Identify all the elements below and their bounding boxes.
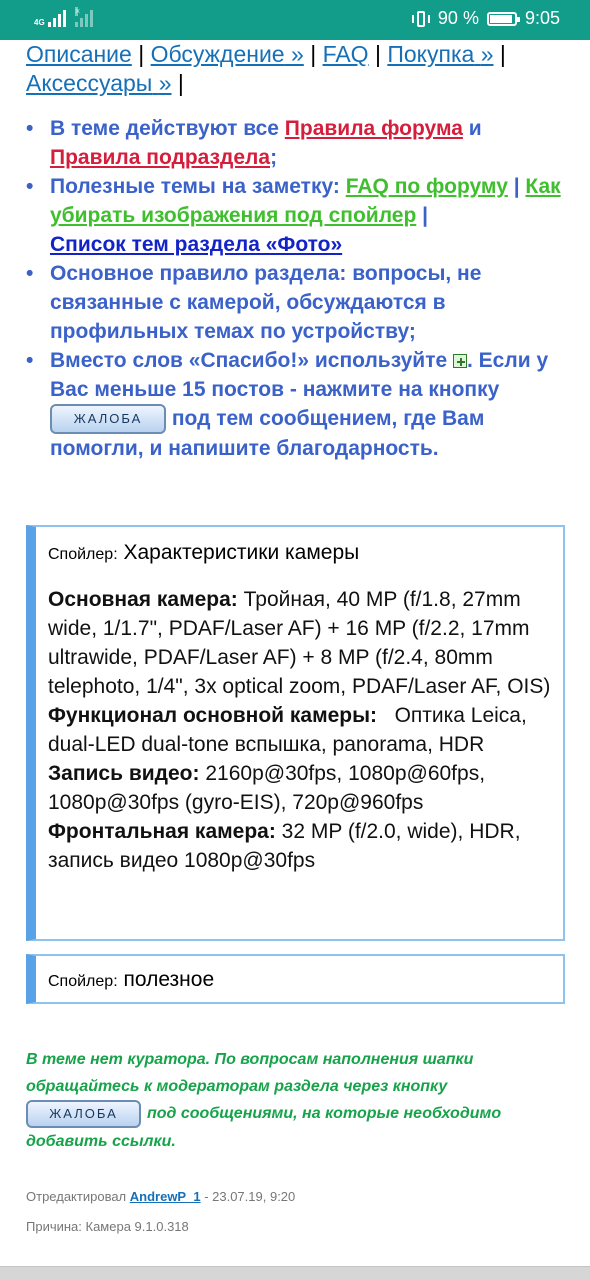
spec-camera-features: Функционал основной камеры: Оптика Leica, dual-LED dual-tone вспышка, panorama, HDR — [48, 704, 533, 756]
clock: 9:05 — [524, 8, 560, 28]
status-bar — [0, 0, 590, 40]
rules-list — [26, 114, 576, 463]
nav-link-discussion[interactable]: Обсуждение » — [150, 41, 304, 67]
edited-by: Отредактировал AndrewP_1 - 23.07.19, 9:20 — [26, 1189, 296, 1204]
plus-reputation-icon — [453, 354, 467, 368]
second-sim-signal-icon: × — [75, 9, 93, 27]
nav-separator: | — [499, 41, 506, 67]
nav-separator: | — [138, 41, 145, 67]
nav-link-accessories[interactable]: Аксессуары » — [26, 70, 172, 96]
forum-rules-link[interactable]: Правила форума — [284, 117, 463, 140]
spec-main-camera: Основная камера: Тройная, 40 MP (f/1.8, 27mm wide, 1/1.7", PDAF/Laser AF) + 16 MP (f/2.2, 17mm ultrawide, PDAF/Laser AF) + 8 MP (f/2.4, 80mm telephoto, 1/4", 3x optical zoom, PDAF/Laser AF, OIS) — [48, 588, 551, 698]
list-item: • Полезные темы на заметку: FAQ по форуму | Как убирать изображения под спойлер | Список тем раздела «Фото» — [26, 172, 576, 259]
photo-topics-link[interactable]: Список тем раздела «Фото» — [50, 233, 343, 256]
bullet-icon: • — [26, 262, 34, 285]
list-item: • Вместо слов «Спасибо!» используйте . Если у Вас меньше 15 постов - нажмите на кнопку ЖАЛОБА под тем сообщением, где Вам помогли, и напишите благодарность. — [26, 346, 576, 463]
signal-indicators — [34, 6, 93, 27]
battery-percent: 90 % — [437, 8, 479, 28]
network-type-label: 4G — [34, 18, 45, 27]
bottom-bar — [0, 1266, 590, 1280]
spoiler-title: полезное — [123, 968, 215, 991]
status-right — [412, 8, 560, 29]
bullet-icon: • — [26, 117, 34, 140]
complaint-button[interactable]: ЖАЛОБА — [26, 1100, 141, 1128]
spoiler-camera-specs — [26, 525, 565, 941]
spoiler-header[interactable]: Спойлер: Характеристики камеры — [48, 541, 360, 564]
list-item: • В теме действуют все Правила форума и Правила подраздела; — [26, 114, 576, 172]
spoiler-header[interactable]: Спойлер: полезное — [48, 968, 215, 991]
signal-strength-icon — [48, 9, 66, 27]
spoiler-title: Характеристики камеры — [123, 541, 360, 564]
spoiler-howto-link[interactable]: Как убирать изображения под спойлер — [50, 175, 561, 227]
battery-icon — [487, 12, 517, 26]
curator-note: В теме нет куратора. По вопросам наполнения шапки обращайтесь к модераторам раздела через кнопку ЖАЛОБА под сообщениями, на которые необходимо добавить ссылки. — [26, 1051, 502, 1150]
nav-separator: | — [374, 41, 381, 67]
editor-user-link[interactable]: AndrewP_1 — [129, 1189, 201, 1204]
spec-list — [48, 585, 551, 875]
list-item: • Основное правило раздела: вопросы, не связанные с камерой, обсуждаются в профильных темах по устройству; — [26, 259, 576, 346]
topic-nav — [26, 40, 566, 98]
nav-link-purchase[interactable]: Покупка » — [387, 41, 494, 67]
edit-reason: Причина: Камера 9.1.0.318 — [26, 1219, 189, 1234]
spoiler-useful[interactable] — [26, 954, 565, 1004]
faq-forum-link[interactable]: FAQ по форуму — [345, 175, 508, 198]
spec-front-camera: Фронтальная камера: 32 MP (f/2.0, wide), HDR, запись видео 1080p@30fps — [48, 820, 521, 872]
vibrate-icon — [412, 9, 430, 29]
subforum-rules-link[interactable]: Правила подраздела — [50, 146, 271, 169]
nav-link-faq[interactable]: FAQ — [322, 41, 369, 67]
bullet-icon: • — [26, 349, 34, 372]
nav-link-description[interactable]: Описание — [26, 41, 132, 67]
bullet-icon: • — [26, 175, 34, 198]
nav-separator: | — [177, 70, 184, 96]
spec-video-recording: Запись видео: 2160p@30fps, 1080p@60fps, 1080p@30fps (gyro-EIS), 720p@960fps — [48, 762, 486, 814]
complaint-button[interactable]: ЖАЛОБА — [50, 404, 166, 434]
nav-separator: | — [310, 41, 317, 67]
